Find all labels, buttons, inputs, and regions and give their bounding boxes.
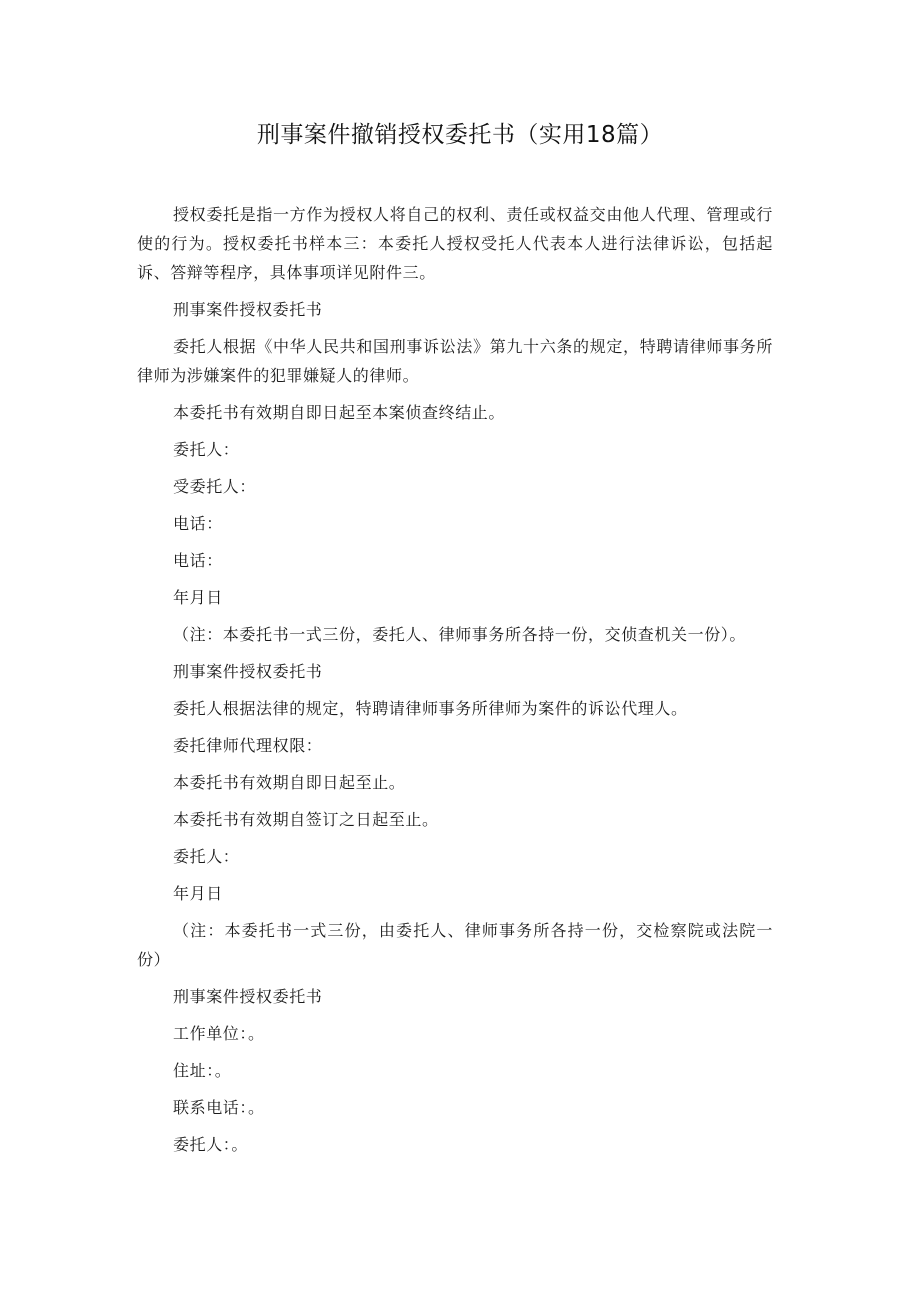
document-title: 刑事案件撤销授权委托书（实用18篇） <box>256 122 664 148</box>
field-label-contact-phone: 联系电话：。 <box>173 1098 265 1117</box>
field-label-phone: 电话： <box>173 514 223 533</box>
section-heading: 刑事案件授权委托书 <box>173 987 323 1006</box>
field-label-principal: 委托人： <box>173 440 240 459</box>
paragraph: 本委托书有效期自即日起至本案侦查终结止。 <box>173 403 506 422</box>
document-body <box>137 200 773 1167</box>
field-label-agent: 受委托人： <box>173 477 257 496</box>
note-paragraph: （注：本委托书一式三份，由委托人、律师事务所各持一份，交检察院或法院一份） <box>137 921 773 969</box>
field-label-address: 住址：。 <box>173 1061 232 1080</box>
section-heading: 刑事案件授权委托书 <box>173 662 323 681</box>
field-label-principal: 委托人：。 <box>173 1135 249 1154</box>
paragraph: 本委托书有效期自签订之日起至止。 <box>173 810 439 829</box>
field-label-date: 年月日 <box>173 884 223 903</box>
field-label-date: 年月日 <box>173 588 223 607</box>
section-heading: 刑事案件授权委托书 <box>173 300 323 319</box>
field-label-work-unit: 工作单位：。 <box>173 1024 265 1043</box>
field-label-phone: 电话： <box>173 551 223 570</box>
field-label-principal: 委托人： <box>173 847 240 866</box>
paragraph: 委托律师代理权限： <box>173 736 323 755</box>
note-paragraph: （注：本委托书一式三份，委托人、律师事务所各持一份，交侦查机关一份）。 <box>173 625 747 644</box>
paragraph: 委托人根据《中华人民共和国刑事诉讼法》第九十六条的规定，特聘请律师事务所律师为涉嫌案件的犯罪嫌疑人的律师。 <box>137 337 773 385</box>
paragraph: 本委托书有效期自即日起至止。 <box>173 773 406 792</box>
paragraph: 委托人根据法律的规定，特聘请律师事务所律师为案件的诉讼代理人。 <box>173 699 688 718</box>
paragraph-intro: 授权委托是指一方作为授权人将自己的权利、责任或权益交由他人代理、管理或行使的行为。授权委托书样本三：本委托人授权受托人代表本人进行法律诉讼，包括起诉、答辩等程序，具体事项详见附件三。 <box>137 205 773 282</box>
